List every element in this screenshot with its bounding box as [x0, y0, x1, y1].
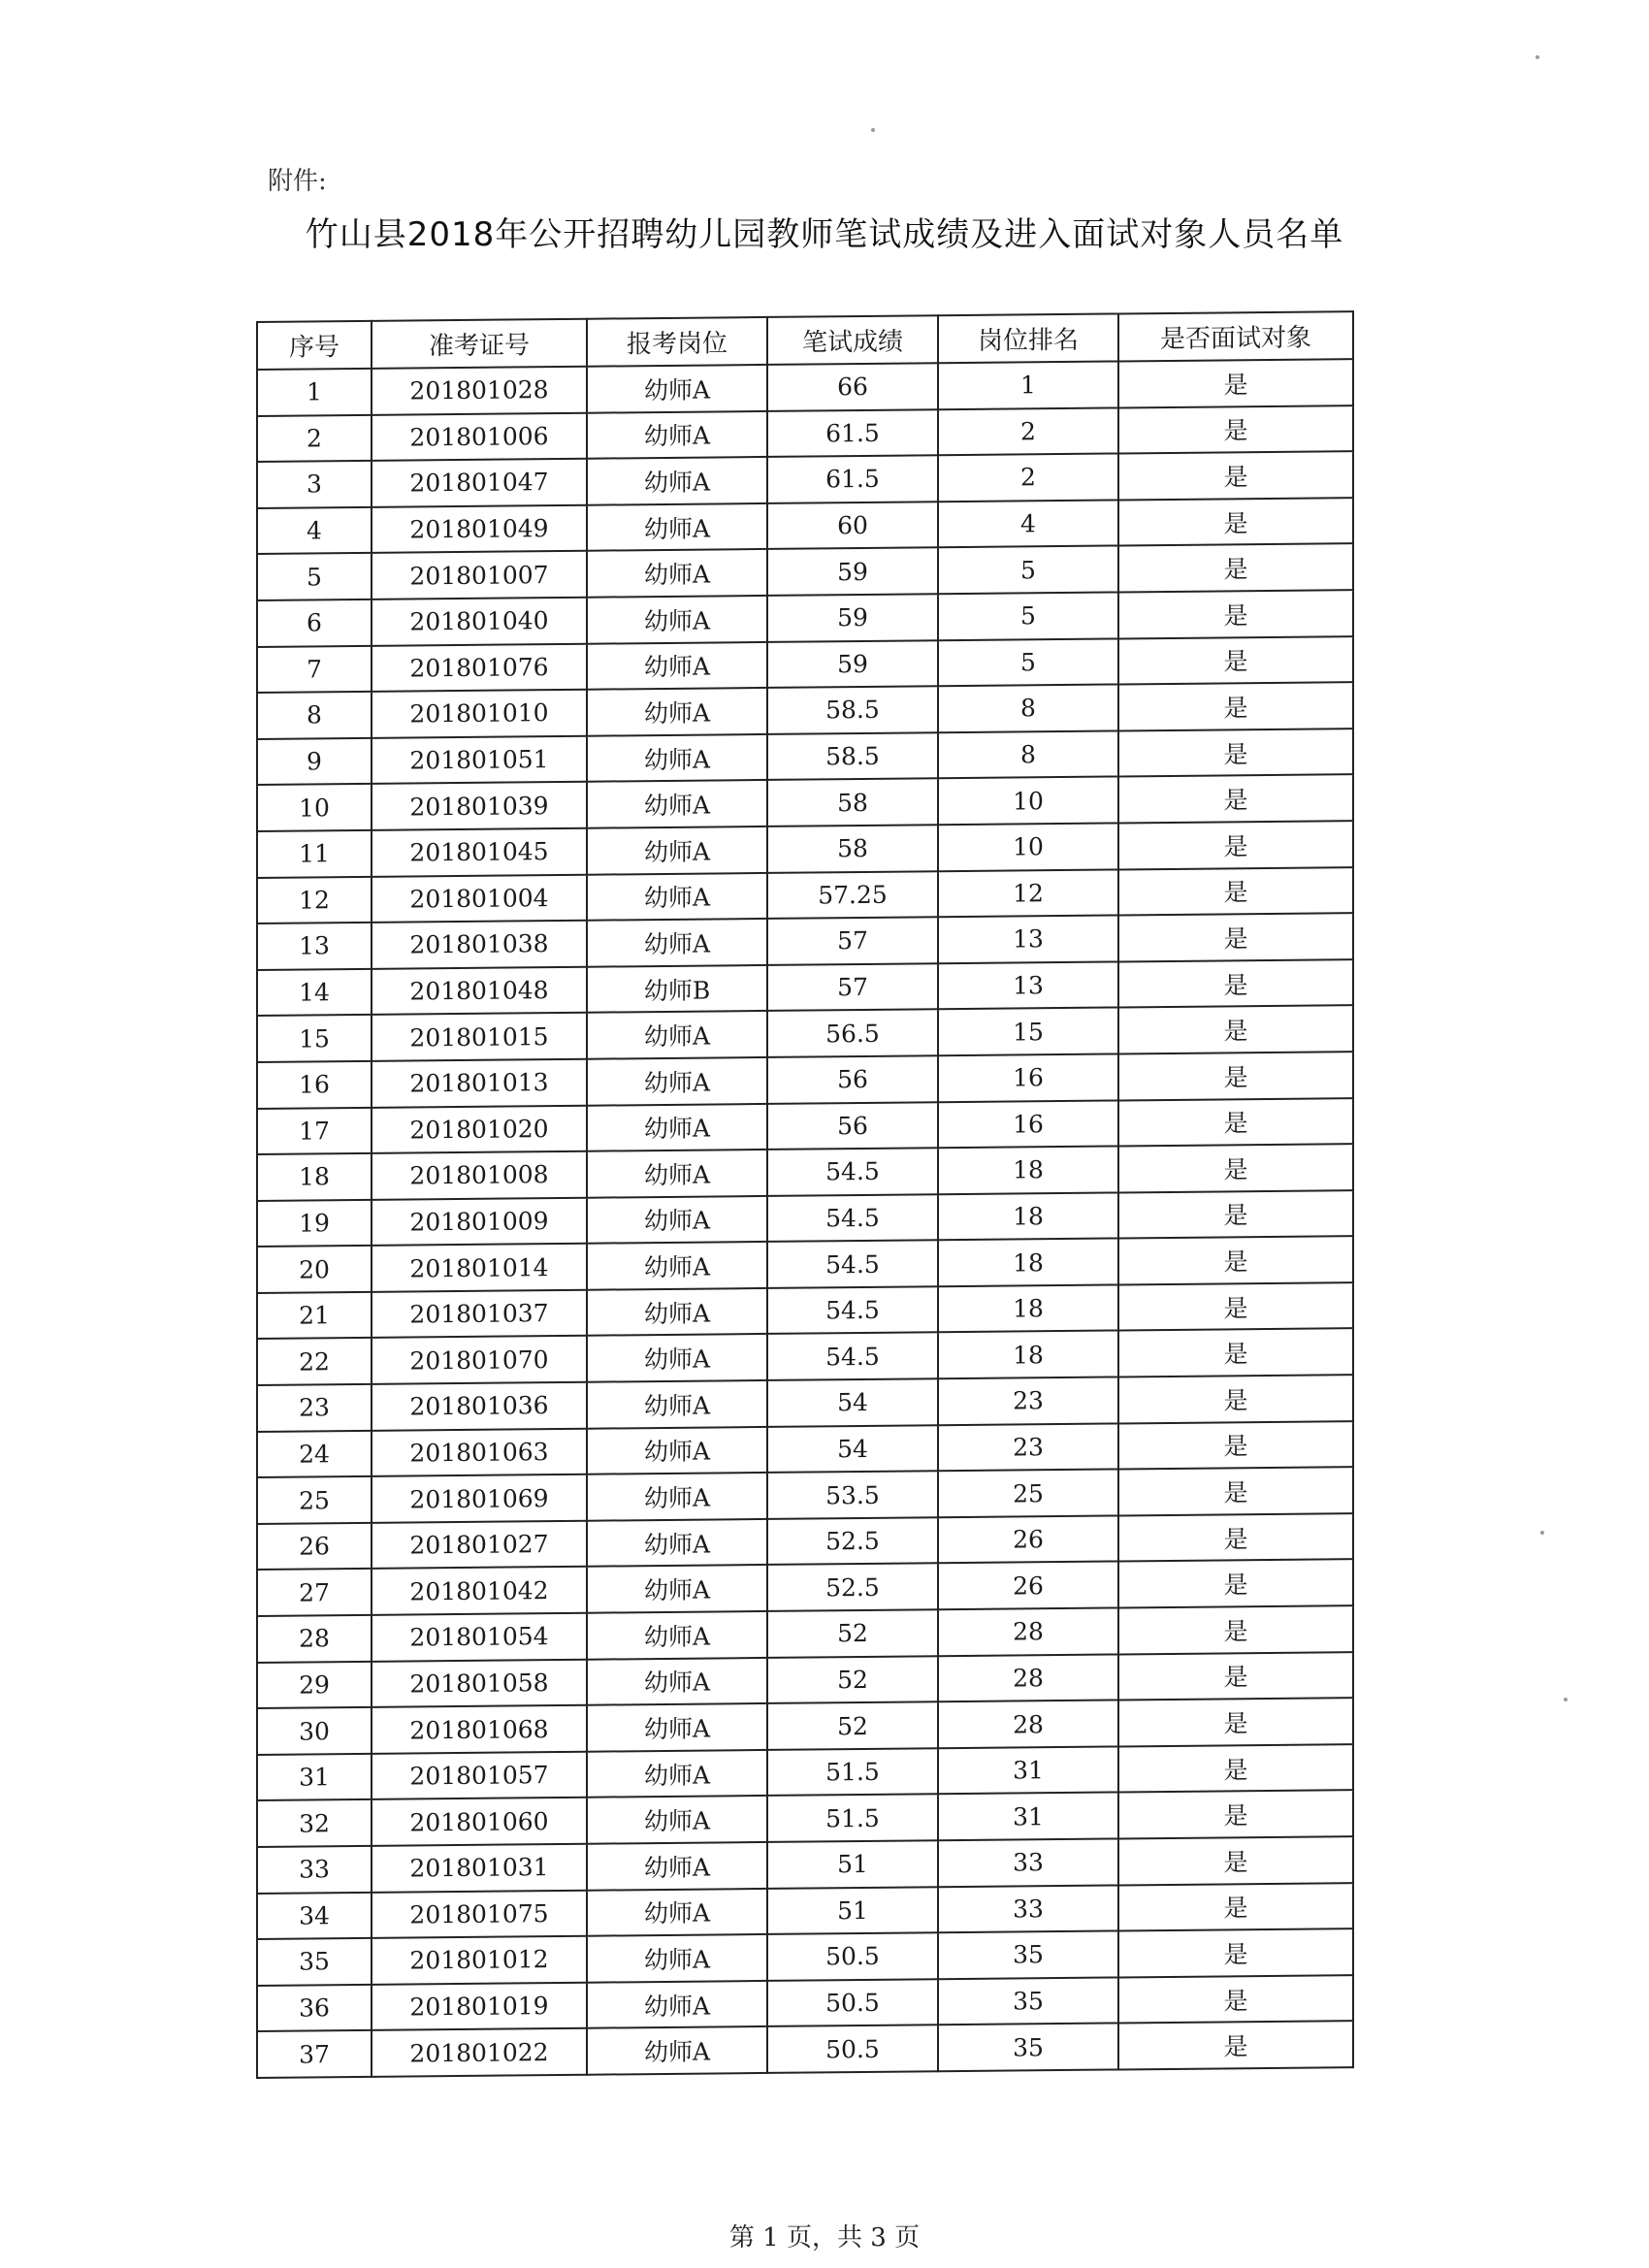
cell-position: 幼师A — [587, 1473, 767, 1520]
cell-index: 1 — [257, 369, 372, 416]
cell-position: 幼师A — [587, 1703, 767, 1751]
cell-score: 52.5 — [767, 1517, 938, 1565]
cell-interview: 是 — [1118, 1052, 1353, 1100]
cell-rank: 35 — [938, 2024, 1118, 2071]
cell-interview: 是 — [1118, 1467, 1353, 1515]
cell-exam-id: 201801022 — [372, 2028, 587, 2077]
cell-interview: 是 — [1118, 498, 1353, 546]
cell-index: 26 — [257, 1523, 372, 1571]
cell-exam-id: 201801027 — [372, 1521, 587, 1570]
cell-interview: 是 — [1118, 451, 1353, 500]
cell-score: 51 — [767, 1840, 938, 1888]
cell-position: 幼师A — [587, 549, 767, 597]
cell-exam-id: 201801008 — [372, 1151, 587, 1200]
cell-score: 57 — [767, 917, 938, 964]
cell-exam-id: 201801075 — [372, 1890, 587, 1938]
cell-score: 54.5 — [767, 1148, 938, 1195]
cell-rank: 18 — [938, 1147, 1118, 1194]
cell-interview: 是 — [1118, 359, 1353, 407]
cell-exam-id: 201801063 — [372, 1428, 587, 1476]
cell-exam-id: 201801068 — [372, 1705, 587, 1754]
cell-interview: 是 — [1118, 1098, 1353, 1147]
cell-index: 12 — [257, 876, 372, 923]
cell-score: 52 — [767, 1701, 938, 1749]
cell-exam-id: 201801047 — [372, 459, 587, 507]
cell-exam-id: 201801054 — [372, 1613, 587, 1662]
cell-index: 32 — [257, 1799, 372, 1847]
cell-interview: 是 — [1118, 821, 1353, 869]
cell-index: 17 — [257, 1107, 372, 1154]
cell-position: 幼师A — [587, 1427, 767, 1474]
cell-exam-id: 201801042 — [372, 1567, 587, 1615]
cell-index: 16 — [257, 1061, 372, 1109]
attachment-label: 附件: — [268, 167, 327, 196]
cell-position: 幼师A — [587, 365, 767, 412]
cell-interview: 是 — [1118, 913, 1353, 961]
scan-speck — [1536, 55, 1539, 59]
cell-rank: 5 — [938, 592, 1118, 639]
cell-interview: 是 — [1118, 544, 1353, 593]
cell-score: 52 — [767, 1656, 938, 1703]
cell-position: 幼师A — [587, 1288, 767, 1336]
cell-position: 幼师A — [587, 1750, 767, 1798]
cell-interview: 是 — [1118, 1421, 1353, 1470]
cell-position: 幼师A — [587, 503, 767, 551]
cell-score: 51 — [767, 1887, 938, 1934]
cell-index: 5 — [257, 553, 372, 600]
cell-interview: 是 — [1118, 1560, 1353, 1608]
cell-index: 8 — [257, 692, 372, 739]
cell-index: 33 — [257, 1846, 372, 1894]
cell-rank: 13 — [938, 916, 1118, 963]
cell-index: 6 — [257, 599, 372, 647]
cell-index: 19 — [257, 1200, 372, 1247]
cell-rank: 25 — [938, 1470, 1118, 1517]
cell-index: 21 — [257, 1292, 372, 1340]
cell-rank: 23 — [938, 1423, 1118, 1471]
cell-score: 50.5 — [767, 1979, 938, 2026]
cell-interview: 是 — [1118, 1883, 1353, 1931]
cell-score: 52.5 — [767, 1564, 938, 1611]
cell-index: 22 — [257, 1338, 372, 1385]
cell-position: 幼师A — [587, 734, 767, 782]
cell-position: 幼师A — [587, 826, 767, 874]
cell-rank: 18 — [938, 1192, 1118, 1240]
cell-rank: 23 — [938, 1377, 1118, 1425]
results-table — [256, 310, 1354, 2079]
cell-index: 20 — [257, 1246, 372, 1293]
cell-exam-id: 201801031 — [372, 1844, 587, 1893]
cell-rank: 18 — [938, 1284, 1118, 1332]
cell-score: 58 — [767, 825, 938, 872]
cell-index: 25 — [257, 1476, 372, 1524]
cell-interview: 是 — [1118, 1005, 1353, 1053]
cell-exam-id: 201801014 — [372, 1244, 587, 1292]
cell-score: 51.5 — [767, 1795, 938, 1842]
cell-exam-id: 201801040 — [372, 598, 587, 646]
cell-index: 34 — [257, 1892, 372, 1939]
cell-interview: 是 — [1118, 1282, 1353, 1331]
cell-rank: 18 — [938, 1239, 1118, 1286]
cell-interview: 是 — [1118, 729, 1353, 777]
cell-index: 29 — [257, 1661, 372, 1708]
cell-exam-id: 201801058 — [372, 1659, 587, 1707]
header-index: 序号 — [257, 321, 372, 370]
table-body — [257, 359, 1353, 2078]
cell-interview: 是 — [1118, 590, 1353, 638]
cell-position: 幼师A — [587, 1011, 767, 1058]
cell-index: 3 — [257, 461, 372, 508]
cell-score: 52 — [767, 1609, 938, 1657]
cell-score: 61.5 — [767, 409, 938, 457]
cell-score: 56.5 — [767, 1010, 938, 1057]
cell-position: 幼师A — [587, 1658, 767, 1705]
cell-exam-id: 201801039 — [372, 782, 587, 830]
cell-rank: 8 — [938, 685, 1118, 732]
cell-exam-id: 201801051 — [372, 735, 587, 784]
cell-rank: 28 — [938, 1654, 1118, 1701]
cell-exam-id: 201801070 — [372, 1336, 587, 1384]
cell-exam-id: 201801020 — [372, 1105, 587, 1153]
cell-position: 幼师A — [587, 688, 767, 735]
cell-score: 59 — [767, 640, 938, 688]
cell-rank: 1 — [938, 361, 1118, 408]
cell-rank: 28 — [938, 1607, 1118, 1655]
cell-exam-id: 201801019 — [372, 1983, 587, 2031]
cell-position: 幼师A — [587, 642, 767, 690]
scan-speck — [871, 128, 875, 132]
cell-score: 56 — [767, 1055, 938, 1103]
cell-exam-id: 201801006 — [372, 412, 587, 461]
cell-interview: 是 — [1118, 1329, 1353, 1377]
cell-position: 幼师B — [587, 965, 767, 1013]
cell-score: 54.5 — [767, 1286, 938, 1334]
cell-interview: 是 — [1118, 867, 1353, 916]
cell-rank: 16 — [938, 1053, 1118, 1101]
cell-position: 幼师A — [587, 872, 767, 920]
cell-interview: 是 — [1118, 1513, 1353, 1562]
cell-interview: 是 — [1118, 1744, 1353, 1793]
cell-index: 10 — [257, 784, 372, 831]
cell-rank: 13 — [938, 961, 1118, 1009]
cell-exam-id: 201801049 — [372, 505, 587, 554]
cell-score: 59 — [767, 594, 938, 641]
header-score: 笔试成绩 — [767, 315, 938, 365]
scan-speck — [1564, 1698, 1568, 1701]
cell-rank: 16 — [938, 1100, 1118, 1148]
cell-rank: 5 — [938, 546, 1118, 594]
cell-index: 24 — [257, 1431, 372, 1478]
cell-position: 幼师A — [587, 457, 767, 504]
cell-position: 幼师A — [587, 596, 767, 643]
cell-index: 37 — [257, 2030, 372, 2078]
cell-rank: 2 — [938, 407, 1118, 455]
cell-exam-id: 201801057 — [372, 1752, 587, 1800]
cell-exam-id: 201801037 — [372, 1290, 587, 1339]
cell-position: 幼师A — [587, 1380, 767, 1428]
cell-rank: 10 — [938, 777, 1118, 825]
cell-exam-id: 201801028 — [372, 367, 587, 415]
cell-interview: 是 — [1118, 1190, 1353, 1239]
cell-score: 61.5 — [767, 455, 938, 502]
header-position: 报考岗位 — [587, 317, 767, 367]
cell-interview: 是 — [1118, 1144, 1353, 1192]
cell-rank: 31 — [938, 1793, 1118, 1840]
cell-position: 幼师A — [587, 919, 767, 966]
cell-rank: 26 — [938, 1515, 1118, 1563]
cell-index: 13 — [257, 923, 372, 970]
cell-rank: 26 — [938, 1562, 1118, 1609]
cell-index: 11 — [257, 830, 372, 878]
cell-index: 23 — [257, 1384, 372, 1432]
cell-position: 幼师A — [587, 1150, 767, 1197]
cell-rank: 10 — [938, 823, 1118, 870]
cell-interview: 是 — [1118, 1236, 1353, 1284]
header-exam-id: 准考证号 — [372, 319, 587, 369]
cell-score: 56 — [767, 1102, 938, 1150]
cell-score: 53.5 — [767, 1472, 938, 1519]
cell-position: 幼师A — [587, 1889, 767, 1936]
cell-index: 36 — [257, 1985, 372, 2032]
cell-rank: 18 — [938, 1331, 1118, 1378]
cell-score: 58.5 — [767, 686, 938, 733]
cell-index: 4 — [257, 507, 372, 555]
table-row — [257, 2022, 1353, 2078]
cell-position: 幼师A — [587, 411, 767, 459]
header-interview: 是否面试对象 — [1118, 311, 1353, 361]
cell-exam-id: 201801004 — [372, 874, 587, 923]
cell-rank: 5 — [938, 638, 1118, 686]
cell-rank: 33 — [938, 1885, 1118, 1932]
cell-interview: 是 — [1118, 1975, 1353, 2024]
cell-score: 59 — [767, 548, 938, 596]
cell-rank: 2 — [938, 454, 1118, 502]
cell-score: 66 — [767, 363, 938, 410]
cell-index: 18 — [257, 1153, 372, 1201]
cell-score: 54 — [767, 1378, 938, 1426]
cell-exam-id: 201801013 — [372, 1059, 587, 1108]
cell-exam-id: 201801060 — [372, 1798, 587, 1846]
cell-score: 60 — [767, 502, 938, 549]
cell-score: 50.5 — [767, 2025, 938, 2073]
cell-position: 幼师A — [587, 1103, 767, 1150]
cell-score: 58 — [767, 779, 938, 826]
cell-interview: 是 — [1118, 1375, 1353, 1423]
cell-interview: 是 — [1118, 774, 1353, 823]
cell-score: 54 — [767, 1425, 938, 1473]
cell-score: 54.5 — [767, 1333, 938, 1380]
cell-rank: 33 — [938, 1838, 1118, 1886]
cell-index: 7 — [257, 645, 372, 693]
cell-interview: 是 — [1118, 1698, 1353, 1746]
cell-position: 幼师A — [587, 1196, 767, 1244]
cell-score: 50.5 — [767, 1932, 938, 1980]
page-footer: 第 1 页，共 3 页 — [728, 2223, 921, 2252]
cell-score: 51.5 — [767, 1748, 938, 1796]
cell-index: 15 — [257, 1015, 372, 1062]
cell-score: 57.25 — [767, 871, 938, 919]
cell-rank: 31 — [938, 1746, 1118, 1794]
cell-position: 幼师A — [587, 1796, 767, 1843]
cell-score: 54.5 — [767, 1241, 938, 1288]
cell-exam-id: 201801007 — [372, 551, 587, 599]
cell-position: 幼师A — [587, 1565, 767, 1612]
cell-interview: 是 — [1118, 1836, 1353, 1885]
scan-speck — [1540, 1531, 1544, 1535]
cell-position: 幼师A — [587, 780, 767, 827]
cell-interview: 是 — [1118, 959, 1353, 1008]
cell-index: 14 — [257, 969, 372, 1017]
cell-position: 幼师A — [587, 1934, 767, 1982]
cell-position: 幼师A — [587, 1842, 767, 1890]
cell-rank: 8 — [938, 730, 1118, 778]
cell-exam-id: 201801010 — [372, 690, 587, 738]
cell-rank: 35 — [938, 1977, 1118, 2025]
cell-interview: 是 — [1118, 405, 1353, 454]
cell-score: 54.5 — [767, 1194, 938, 1242]
cell-position: 幼师A — [587, 1057, 767, 1105]
cell-exam-id: 201801048 — [372, 966, 587, 1015]
header-rank: 岗位排名 — [938, 313, 1118, 363]
cell-exam-id: 201801012 — [372, 1936, 587, 1985]
cell-interview: 是 — [1118, 636, 1353, 685]
cell-interview: 是 — [1118, 682, 1353, 730]
cell-exam-id: 201801076 — [372, 643, 587, 692]
cell-exam-id: 201801009 — [372, 1197, 587, 1246]
cell-position: 幼师A — [587, 1334, 767, 1381]
cell-index: 31 — [257, 1754, 372, 1801]
cell-score: 58.5 — [767, 732, 938, 780]
cell-index: 30 — [257, 1707, 372, 1755]
cell-rank: 12 — [938, 869, 1118, 917]
cell-position: 幼师A — [587, 1981, 767, 2028]
cell-interview: 是 — [1118, 1928, 1353, 1977]
cell-index: 9 — [257, 738, 372, 786]
document-title: 竹山县2018年公开招聘幼儿园教师笔试成绩及进入面试对象人员名单 — [305, 215, 1344, 254]
cell-exam-id: 201801038 — [372, 921, 587, 969]
cell-interview: 是 — [1118, 1652, 1353, 1701]
cell-exam-id: 201801045 — [372, 828, 587, 877]
cell-rank: 15 — [938, 1008, 1118, 1055]
cell-interview: 是 — [1118, 2022, 1353, 2070]
cell-interview: 是 — [1118, 1791, 1353, 1839]
cell-position: 幼师A — [587, 2026, 767, 2074]
cell-index: 28 — [257, 1615, 372, 1663]
cell-exam-id: 201801069 — [372, 1474, 587, 1523]
cell-rank: 28 — [938, 1701, 1118, 1748]
cell-position: 幼师A — [587, 1611, 767, 1659]
cell-exam-id: 201801036 — [372, 1382, 587, 1431]
cell-rank: 35 — [938, 1931, 1118, 1979]
cell-index: 35 — [257, 1938, 372, 1986]
cell-index: 27 — [257, 1569, 372, 1616]
cell-score: 57 — [767, 963, 938, 1011]
cell-rank: 4 — [938, 500, 1118, 547]
cell-interview: 是 — [1118, 1605, 1353, 1654]
cell-index: 2 — [257, 414, 372, 462]
cell-position: 幼师A — [587, 1242, 767, 1289]
cell-position: 幼师A — [587, 1519, 767, 1567]
cell-exam-id: 201801015 — [372, 1013, 587, 1061]
